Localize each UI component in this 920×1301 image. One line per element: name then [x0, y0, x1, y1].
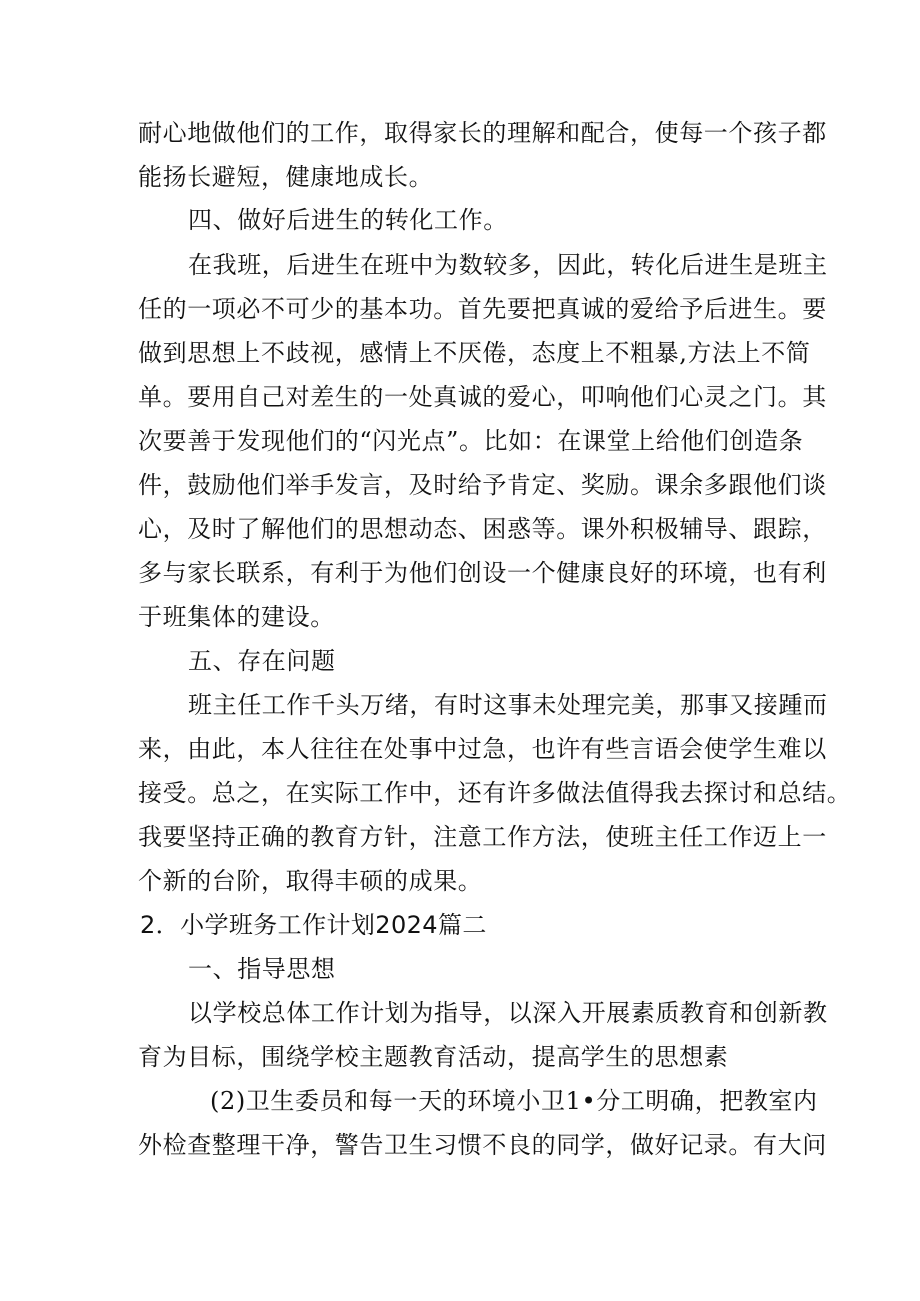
paragraph-line: 接受。总之，在实际工作中，还有许多做法值得我去探讨和总结。 [138, 779, 852, 807]
paragraph-line: 任的一项必不可少的基本功。首先要把真诚的爱给予后进生。要 [138, 295, 827, 323]
paragraph-line: 单。要用自己对差生的一处真诚的爱心，叩响他们心灵之门。其 [138, 383, 827, 411]
section-heading: 五、存在问题 [188, 647, 336, 675]
paragraph-line: 做到思想上不歧视，感情上不厌倦，态度上不粗暴,方法上不简 [138, 339, 811, 367]
section-heading: 一、指导思想 [188, 955, 336, 983]
paragraph-line: (2)卫生委员和每一天的环境小卫1•分工明确，把教室内 [210, 1087, 818, 1115]
paragraph-line: 于班集体的建设。 [138, 603, 335, 631]
paragraph-line: 能扬长避短，健康地成长。 [138, 163, 434, 191]
paragraph-line: 耐心地做他们的工作，取得家长的理解和配合，使每一个孩子都 [138, 119, 827, 147]
paragraph-line: 育为目标，围绕学校主题教育活动，提高学生的思想素 [138, 1043, 729, 1071]
paragraph-line: 外检查整理干净，警告卫生习惯不良的同学，做好记录。有大问 [138, 1131, 827, 1159]
paragraph-line: 次要善于发现他们的“闪光点”。比如：在课堂上给他们创造条 [138, 427, 804, 455]
paragraph-line: 心，及时了解他们的思想动态、困惑等。课外积极辅导、跟踪， [138, 515, 827, 543]
paragraph-line: 在我班，后进生在班中为数较多，因此，转化后进生是班主 [188, 251, 828, 279]
paragraph-line: 个新的台阶，取得丰硕的成果。 [138, 867, 483, 895]
paragraph-line: 多与家长联系，有利于为他们创设一个健康良好的环境，也有利 [138, 559, 827, 587]
article-heading: 2．小学班务工作计划2024篇二 [140, 911, 487, 939]
paragraph-line: 件，鼓励他们举手发言，及时给予肯定、奖励。课余多跟他们谈 [138, 471, 827, 499]
section-heading: 四、做好后进生的转化工作。 [188, 206, 508, 234]
paragraph-line: 班主任工作千头万绪，有时这事未处理完美，那事又接踵而 [188, 691, 828, 719]
paragraph-line: 我要坚持正确的教育方针，注意工作方法，使班主任工作迈上一 [138, 823, 827, 851]
paragraph-line: 以学校总体工作计划为指导，以深入开展素质教育和创新教 [188, 999, 828, 1027]
paragraph-line: 来，由此，本人往往在处事中过急，也许有些言语会使学生难以 [138, 735, 827, 763]
